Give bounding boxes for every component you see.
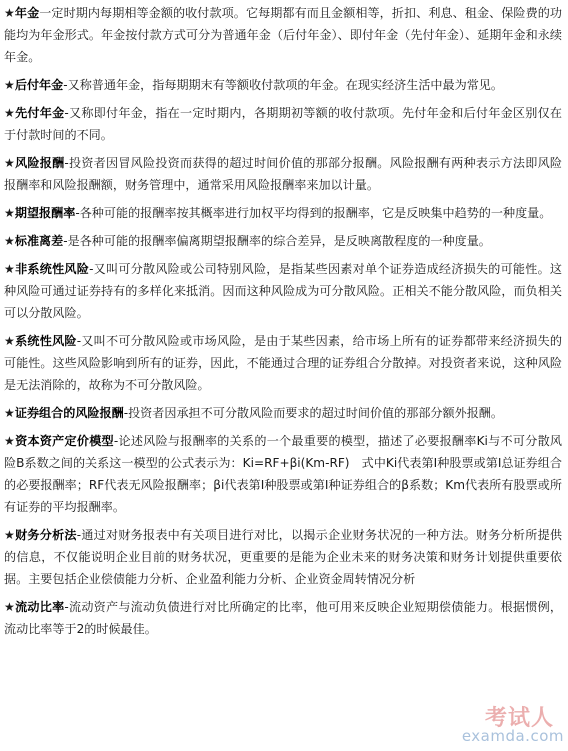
- paragraph-capm: [4, 430, 562, 518]
- bullet-star: ★: [4, 600, 16, 614]
- definition-annuity: 一定时期内每期相等金额的收付款项。它每期都有而且金额相等，折扣、利息、租金、保险费的功能均为年金形式。年金按付款方式可分为普通年金（后付年金）、即付年金（先付年金）、延期年金和永续年金。: [4, 6, 562, 64]
- bullet-star: ★: [4, 528, 16, 542]
- bullet-star: ★: [4, 334, 16, 348]
- bullet-star: ★: [4, 262, 16, 276]
- bullet-star: ★: [4, 234, 15, 248]
- site-watermark: [456, 701, 564, 749]
- bullet-star: ★: [4, 106, 16, 120]
- term-annuity-due: 先付年金: [15, 106, 65, 120]
- definition-systematic-risk: -又叫不可分散风险或市场风险，是由于某些因素，给市场上所有的证券都带来经济损失的可能性。这些风险影响到所有的证券，因此，不能通过合理的证券组合分散掉。对投资者来说，这种风险是无法消除的，故称为不可分散风险。: [4, 334, 562, 392]
- definition-annuity-due: -又称即付年金，指在一定时期内，各期期初等额的收付款项。先付年金和后付年金区别仅在于付款时间的不同。: [4, 106, 562, 142]
- definition-financial-analysis: -通过对财务报表中有关项目进行对比，以揭示企业财务状况的一种方法。财务分析所提供的信息，不仅能说明企业目前的财务状况，更重要的是能为企业未来的财务决策和财务计划提供重要依据。主要包括企业偿债能力分析、企业盈利能力分析、企业资金周转情况分析: [4, 528, 562, 586]
- term-expected-return: 期望报酬率: [14, 206, 76, 220]
- paragraph-annuity-due: [4, 102, 562, 146]
- definition-current-ratio: -流动资产与流动负债进行对比所确定的比率，他可用来反映企业短期偿债能力。根据惯例，流动比率等于2的时候最佳。: [4, 600, 562, 636]
- paragraph-unsystematic-risk: [4, 258, 562, 324]
- term-capm: 资本资产定价模型: [15, 434, 114, 448]
- term-annuity: 年金: [14, 6, 40, 20]
- term-unsystematic-risk: 非系统性风险: [15, 262, 90, 276]
- bullet-star: ★: [4, 206, 15, 220]
- definition-risk-premium: -投资者因冒风险投资而获得的超过时间价值的那部分报酬。风险报酬有两种表示方法即风险报酬率和风险报酬额，财务管理中，通常采用风险报酬率来加以计量。: [4, 156, 562, 192]
- bullet-star: ★: [4, 406, 15, 420]
- paragraph-annuity: [4, 2, 562, 68]
- definition-expected-return: -各种可能的报酬率按其概率进行加权平均得到的报酬率，它是反映集中趋势的一种度量。: [75, 206, 552, 220]
- term-ordinary-annuity: 后付年金: [14, 78, 64, 92]
- bullet-star: ★: [4, 6, 15, 20]
- paragraph-systematic-risk: [4, 330, 562, 396]
- definition-portfolio-risk-premium: -投资者因承担不可分散风险而要求的超过时间价值的那部分额外报酬。: [123, 406, 503, 420]
- paragraph-expected-return: [4, 202, 562, 224]
- paragraph-risk-premium: [4, 152, 562, 196]
- term-current-ratio: 流动比率: [15, 600, 65, 614]
- document-body: [4, 2, 562, 646]
- term-financial-analysis: 财务分析法: [15, 528, 77, 542]
- definition-capm: -论述风险与报酬率的关系的一个最重要的模型，描述了必要报酬率Ki与不可分散风险B系数之间的关系这一模型的公式表示为：Ki=RF+βi(Km-RF) 式中Ki代表第I种股票或第I总证券组合的必要报酬率；RF代表无风险报酬率；βi代表第I种股票或第I种证券组合的β系数；Km代表所有股票或所有证券的平均报酬率。: [4, 434, 563, 514]
- watermark-domain: examda.com: [461, 727, 564, 745]
- definition-ordinary-annuity: -又称普通年金，指每期期末有等额收付款项的年金。在现实经济生活中最为常见。: [63, 78, 503, 92]
- term-risk-premium: 风险报酬: [15, 156, 65, 170]
- paragraph-current-ratio: [4, 596, 562, 640]
- definition-standard-deviation: -是各种可能的报酬率偏离期望报酬率的综合差异，是反映离散程度的一种度量。: [63, 234, 491, 248]
- paragraph-ordinary-annuity: [4, 74, 562, 96]
- term-systematic-risk: 系统性风险: [15, 334, 77, 348]
- paragraph-standard-deviation: [4, 230, 562, 252]
- term-standard-deviation: 标准离差: [14, 234, 64, 248]
- paragraph-financial-analysis: [4, 524, 562, 590]
- bullet-star: ★: [4, 78, 15, 92]
- paragraph-portfolio-risk-premium: [4, 402, 562, 424]
- bullet-star: ★: [4, 434, 16, 448]
- definition-unsystematic-risk: -又叫可分散风险或公司特别风险，是指某些因素对单个证券造成经济损失的可能性。这种风险可通过证券持有的多样化来抵消。因而这种风险成为可分散风险。正相关不能分散风险，而负相关可以分散风险。: [4, 262, 562, 320]
- watermark-logo-text: 考试人: [484, 706, 554, 731]
- term-portfolio-risk-premium: 证券组合的风险报酬: [14, 406, 124, 420]
- bullet-star: ★: [4, 156, 16, 170]
